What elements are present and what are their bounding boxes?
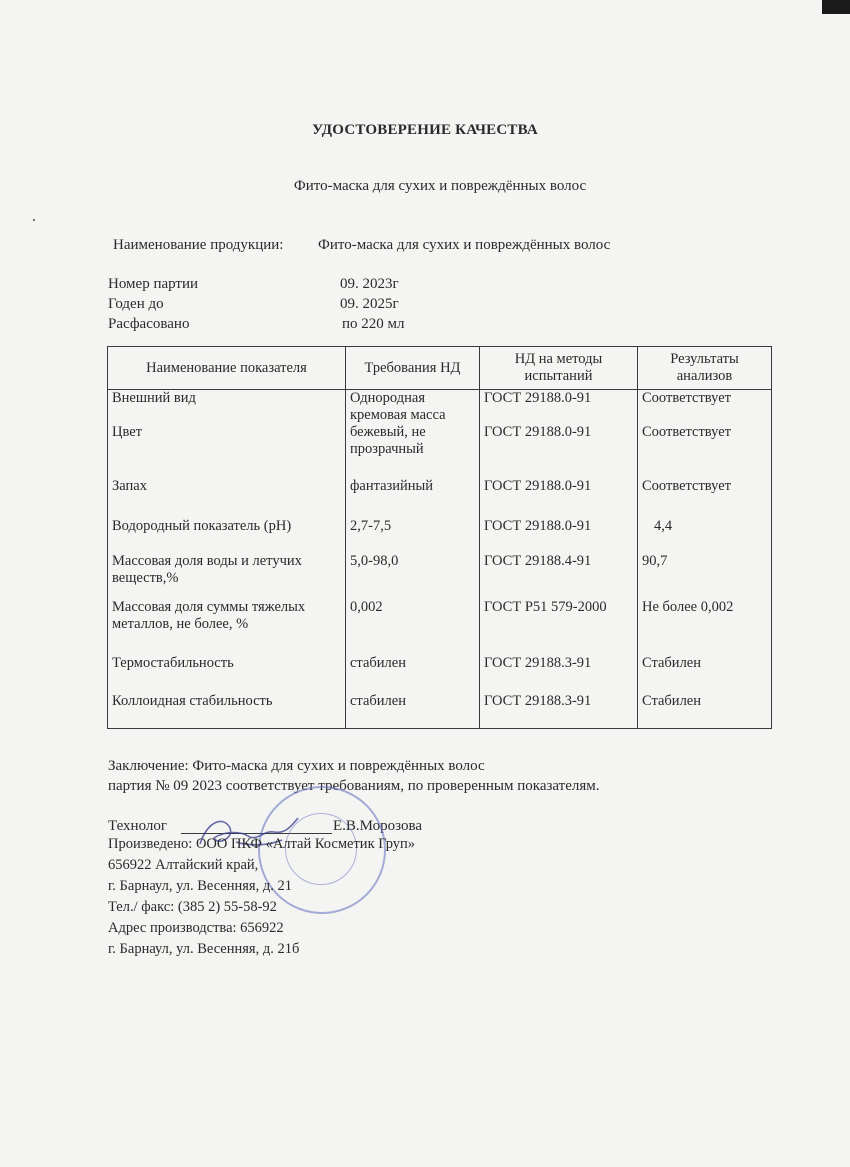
cell-requirement: 2,7-7,5 bbox=[346, 518, 480, 553]
cell-indicator: Массовая доля суммы тяжелых металлов, не более, % bbox=[108, 599, 346, 655]
cell-result: Стабилен bbox=[638, 693, 772, 728]
cell-method: ГОСТ 29188.3-91 bbox=[480, 693, 638, 728]
table-row bbox=[108, 518, 772, 553]
batch-label: Номер партии bbox=[108, 276, 199, 292]
table-row bbox=[108, 478, 772, 518]
header-requirement: Требования НД bbox=[346, 347, 480, 390]
cell-method: ГОСТ Р51 579-2000 bbox=[480, 599, 638, 655]
speck bbox=[33, 219, 35, 221]
document-title: УДОСТОВЕРЕНИЕ КАЧЕСТВА bbox=[312, 122, 538, 138]
quality-table bbox=[107, 346, 772, 729]
cell-indicator: Коллоидная стабильность bbox=[108, 693, 346, 728]
expiry-value: 09. 2025г bbox=[340, 296, 399, 312]
cell-indicator: Термостабильность bbox=[108, 655, 346, 693]
cell-result: Соответствует bbox=[638, 390, 772, 425]
header-indicator: Наименование показателя bbox=[108, 347, 346, 390]
cell-result: 4,4 bbox=[638, 518, 772, 553]
cell-requirement: 0,002 bbox=[346, 599, 480, 655]
cell-indicator: Внешний вид bbox=[108, 390, 346, 425]
batch-value: 09. 2023г bbox=[340, 276, 399, 292]
manufacturer-line-2: 656922 Алтайский край, bbox=[108, 857, 259, 873]
header-method: НД на методы испытаний bbox=[480, 347, 638, 390]
cell-result: Соответствует bbox=[638, 424, 772, 478]
manufacturer-line-4: Тел./ факс: (385 2) 55-58-92 bbox=[108, 899, 277, 915]
manufacturer-line-3: г. Барнаул, ул. Весенняя, д. 21 bbox=[108, 878, 292, 894]
cell-requirement: бежевый, не прозрачный bbox=[346, 424, 480, 478]
product-name-label: Наименование продукции: bbox=[113, 237, 284, 253]
conclusion-line-2: партия № 09 2023 соответствует требованиям, по проверенным показателям. bbox=[108, 778, 600, 794]
table-row bbox=[108, 553, 772, 599]
document-subtitle: Фито-маска для сухих и повреждённых волос bbox=[293, 178, 587, 194]
cell-method: ГОСТ 29188.0-91 bbox=[480, 478, 638, 518]
cell-method: ГОСТ 29188.3-91 bbox=[480, 655, 638, 693]
scan-corner bbox=[822, 0, 850, 14]
cell-requirement: стабилен bbox=[346, 693, 480, 728]
cell-indicator: Массовая доля воды и летучих веществ,% bbox=[108, 553, 346, 599]
packed-label: Расфасовано bbox=[108, 316, 190, 332]
manufacturer-line-5: Адрес производства: 656922 bbox=[108, 920, 284, 936]
conclusion-line-1: Заключение: Фито-маска для сухих и повреждённых волос bbox=[108, 758, 485, 774]
cell-method: ГОСТ 29188.4-91 bbox=[480, 553, 638, 599]
manufacturer-line-6: г. Барнаул, ул. Весенняя, д. 21б bbox=[108, 941, 300, 957]
table-row bbox=[108, 693, 772, 728]
table-header-row bbox=[108, 347, 772, 390]
cell-indicator: Цвет bbox=[108, 424, 346, 478]
header-result: Результаты анализов bbox=[638, 347, 772, 390]
expiry-label: Годен до bbox=[108, 296, 164, 312]
cell-requirement: фантазийный bbox=[346, 478, 480, 518]
cell-result: Не более 0,002 bbox=[638, 599, 772, 655]
cell-result: 90,7 bbox=[638, 553, 772, 599]
cell-method: ГОСТ 29188.0-91 bbox=[480, 390, 638, 425]
cell-requirement: стабилен bbox=[346, 655, 480, 693]
technologist-name: Е.В.Морозова bbox=[333, 818, 423, 834]
cell-result: Соответствует bbox=[638, 478, 772, 518]
cell-result: Стабилен bbox=[638, 655, 772, 693]
cell-requirement: Однородная кремовая масса bbox=[346, 390, 480, 425]
technologist-role: Технолог bbox=[108, 818, 168, 834]
cell-indicator: Запах bbox=[108, 478, 346, 518]
table-row bbox=[108, 390, 772, 425]
table-row bbox=[108, 599, 772, 655]
cell-requirement: 5,0-98,0 bbox=[346, 553, 480, 599]
cell-method: ГОСТ 29188.0-91 bbox=[480, 518, 638, 553]
cell-method: ГОСТ 29188.0-91 bbox=[480, 424, 638, 478]
cell-indicator: Водородный показатель (pH) bbox=[108, 518, 346, 553]
table-row bbox=[108, 424, 772, 478]
table-row bbox=[108, 655, 772, 693]
packed-value: по 220 мл bbox=[342, 316, 405, 332]
manufacturer-line-1: Произведено: ООО ПКФ «Алтай Косметик Груп» bbox=[108, 836, 416, 852]
product-name-value: Фито-маска для сухих и повреждённых волос bbox=[318, 237, 611, 253]
